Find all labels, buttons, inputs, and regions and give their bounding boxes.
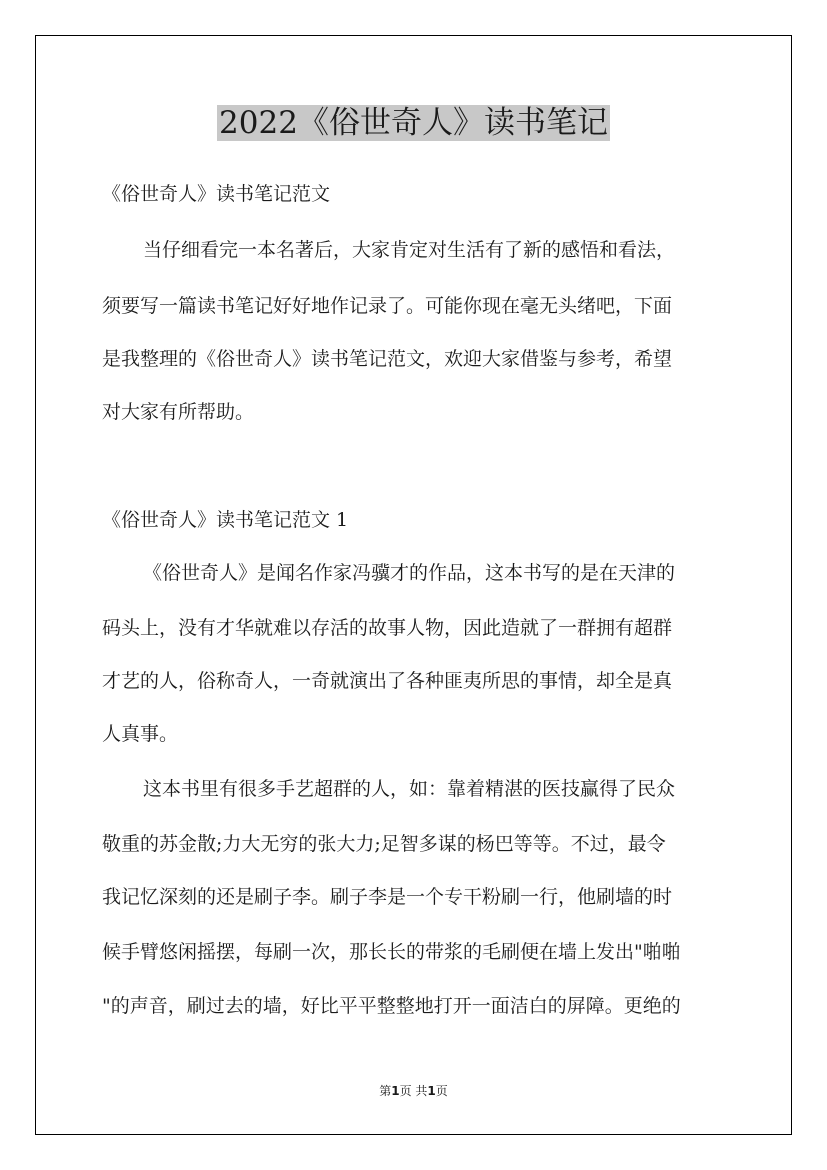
footer-page-number: 1 xyxy=(391,1084,400,1098)
section-heading: 《俗世奇人》读书笔记范文 1 xyxy=(102,509,349,531)
footer-total-pages: 1 xyxy=(427,1084,436,1098)
paragraph-line: 才艺的人，俗称奇人，一奇就演出了各种匪夷所思的事情，却全是真 xyxy=(102,670,673,692)
document-title-text: 2022《俗世奇人》读书笔记 xyxy=(219,105,608,141)
paragraph-line: 对大家有所帮助。 xyxy=(102,401,255,423)
paragraph-line: 当仔细看完一本名著后，大家肯定对生活有了新的感悟和看法， xyxy=(143,239,676,261)
page-footer xyxy=(0,1082,827,1100)
footer-prefix: 第 xyxy=(379,1084,392,1098)
paragraph-line: "的声音，刷过去的墙，好比平平整整地打开一面洁白的屏障。更绝的 xyxy=(102,995,681,1017)
paragraph-line: 候手臂悠闲摇摆，每刷一次，那长长的带浆的毛刷便在墙上发出"啪啪 xyxy=(102,941,681,963)
paragraph-line: 码头上，没有才华就难以存活的故事人物，因此造就了一群拥有超群 xyxy=(102,617,673,639)
paragraph-line: 这本书里有很多手艺超群的人，如：靠着精湛的医技赢得了民众 xyxy=(143,778,676,800)
document-title xyxy=(0,100,827,146)
paragraph-line: 是我整理的《俗世奇人》读书笔记范文，欢迎大家借鉴与参考，希望 xyxy=(102,348,673,370)
paragraph-line: 敬重的苏金散;力大无穷的张大力;足智多谋的杨巴等等。不过，最令 xyxy=(102,833,666,855)
footer-mid: 页 共 xyxy=(399,1084,428,1098)
section-heading: 《俗世奇人》读书笔记范文 xyxy=(102,183,331,205)
paragraph-line: 须要写一篇读书笔记好好地作记录了。可能你现在毫无头绪吧，下面 xyxy=(102,295,673,317)
footer-suffix: 页 xyxy=(435,1084,448,1098)
paragraph-line: 我记忆深刻的还是刷子李。刷子李是一个专干粉刷一行，他刷墙的时 xyxy=(102,886,673,908)
paragraph-line: 人真事。 xyxy=(102,723,179,745)
paragraph-line: 《俗世奇人》是闻名作家冯骥才的作品，这本书写的是在天津的 xyxy=(143,562,676,584)
